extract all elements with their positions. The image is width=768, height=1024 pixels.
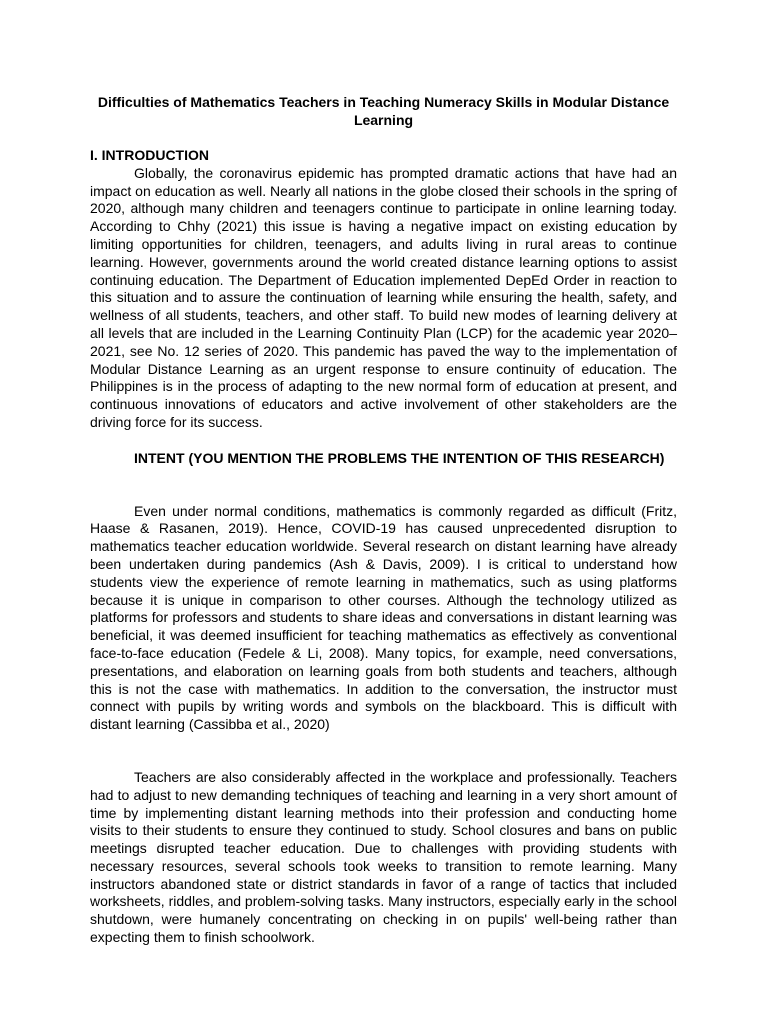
paragraph-introduction: Globally, the coronavirus epidemic has prompted dramatic actions that have had an impact on education as well. Nearly all nations in the globe closed their schools in the spring of 2020, although many children and teenagers continue to participate in online learning today. According to Chhy (2021) this issue is having a negative impact on existing education by limiting opportunities for children, teenagers, and adults living in rural areas to continue learning. However, governments around the world created distance learning options to assist continuing education. The Department of Education implemented DepEd Order in reaction to this situation and to assure the continuation of learning while ensuring the health, safety, and wellness of all students, teachers, and other staff. To build new modes of learning delivery at all levels that are included in the Learning Continuity Plan (LCP) for the academic year 2020–2021, see No. 12 series of 2020. This pandemic has paved the way to the implementation of Modular Distance Learning as an urgent response to ensure continuity of education. The Philippines is in the process of adapting to the new normal form of education at present, and continuous innovations of educators and active involvement of other stakeholders are the driving force for its success. <box>90 164 677 430</box>
intent-heading: INTENT (YOU MENTION THE PROBLEMS THE INTENTION OF THIS RESEARCH) <box>134 449 665 466</box>
paragraph-teachers-affected: Teachers are also considerably affected in the workplace and professionally. Teachers had to adjust to new demanding techniques of teaching and learning in a very short amount of time by implementing distant learning methods into their profession and conducting home visits to their students to ensure they continued to study. School closures and bans on public meetings disrupted teacher education. Due to challenges with providing students with necessary resources, several schools took weeks to transition to remote learning. Many instructors abandoned state or district standards in favor of a range of tactics that included worksheets, riddles, and problem-solving tasks. Many instructors, especially early in the school shutdown, were humanely concentrating on checking in on pupils' well-being rather than expecting them to finish schoolwork. <box>90 768 677 946</box>
paragraph-mathematics-difficulty: Even under normal conditions, mathematics is commonly regarded as difficult (Fritz, Haase & Rasanen, 2019). Hence, COVID-19 has caused unprecedented disruption to mathematics teacher education worldwide. Several research on distant learning have already been undertaken during pandemics (Ash & Davis, 2009). I is critical to understand how students view the experience of remote learning in mathematics, such as using platforms because it is unique in comparison to other courses. Although the technology utilized as platforms for professors and students to share ideas and conversations in distant learning was beneficial, it was deemed insufficient for teaching mathematics as effectively as conventional face-to-face education (Fedele & Li, 2008). Many topics, for example, need conversations, presentations, and elaboration on learning goals from both students and teachers, although this is not the case with mathematics. In addition to the conversation, the instructor must connect with pupils by writing words and symbols on the blackboard. This is difficult with distant learning (Cassibba et al., 2020) <box>90 502 677 733</box>
document-page <box>90 93 677 947</box>
section-heading-introduction: I. INTRODUCTION <box>90 147 209 163</box>
document-title: Difficulties of Mathematics Teachers in Teaching Numeracy Skills in Modular Distance Learning <box>97 94 670 128</box>
